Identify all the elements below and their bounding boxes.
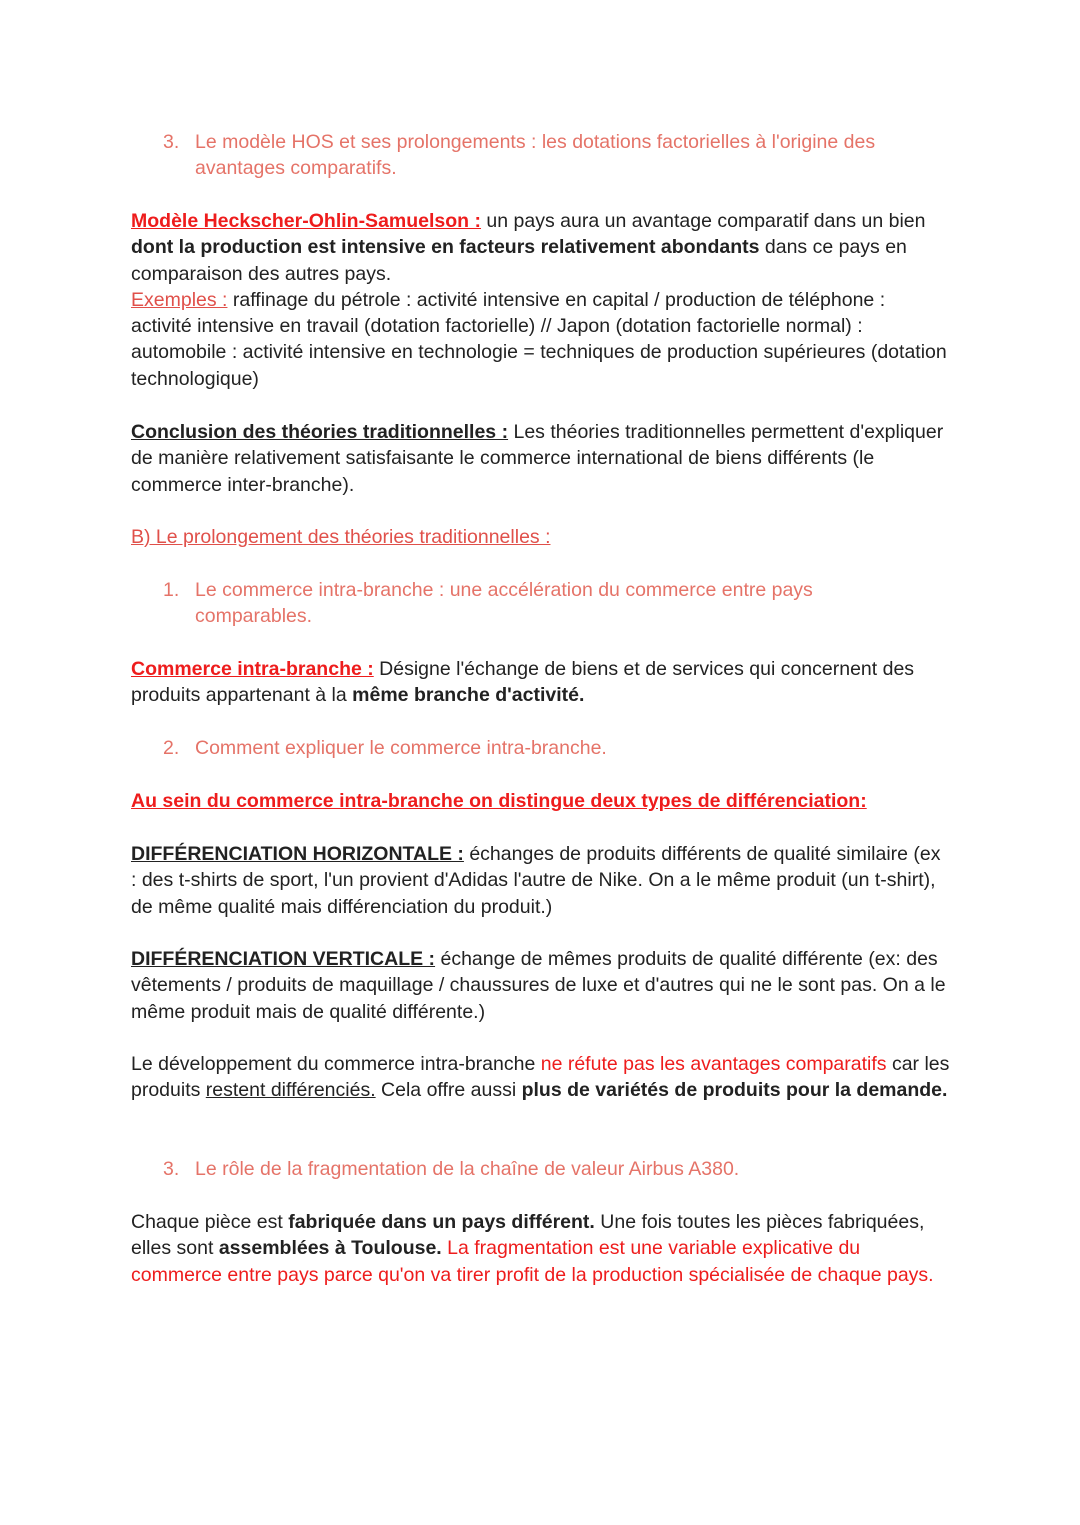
airbus-red: La fragmentation est une variable explicative du commerce entre pays parce qu'on va tirer profit de la production spécialisée de chaque pays.	[131, 1237, 934, 1286]
section-b-heading	[131, 524, 951, 550]
section-b-title: B) Le prolongement des théories traditionnelles :	[131, 526, 551, 548]
term-horizontal: DIFFÉRENCIATION HORIZONTALE :	[131, 843, 464, 865]
development-paragraph	[131, 1051, 951, 1104]
definition-text: dans ce pays en comparaison des autres pays.	[131, 236, 907, 285]
horizontal-differentiation	[131, 841, 951, 920]
heading-line: comparables.	[195, 605, 313, 628]
airbus-paragraph	[131, 1209, 951, 1288]
conclusion-paragraph	[131, 419, 951, 498]
definition-text: Désigne l'échange de biens et de services qui concernent des produits appartenant à la	[131, 658, 915, 707]
heading-number: 3.	[163, 131, 180, 153]
term-vertical: DIFFÉRENCIATION VERTICALE :	[131, 948, 436, 970]
development-bold: plus de variétés de produits pour la demande.	[521, 1079, 948, 1102]
airbus-bold: fabriquée dans un pays différent.	[288, 1211, 595, 1233]
section-heading-1	[163, 577, 923, 630]
airbus-text: Une fois toutes les pièces fabriquées, elles sont	[131, 1211, 925, 1260]
heading-number: 3.	[163, 1158, 180, 1180]
horizontal-text: échanges de produits différents de qualité similaire (ex : des t-shirts de sport, l'un provient d'Adidas l'autre de Nike. On a le même produit (un t-shirt), de même qualité mais différenciation du produit.)	[131, 843, 941, 918]
section-heading-3	[163, 1156, 923, 1182]
heading-number: 2.	[163, 737, 180, 759]
development-red: ne réfute pas les avantages comparatifs	[540, 1053, 887, 1075]
hos-definition	[131, 208, 951, 392]
heading-line: Comment expliquer le commerce intra-branche.	[195, 737, 607, 759]
airbus-text: Chaque pièce est	[131, 1211, 289, 1233]
vertical-differentiation	[131, 946, 951, 1025]
development-text: Cela offre aussi	[375, 1079, 522, 1102]
heading-line: Le rôle de la fragmentation de la chaîne de valeur Airbus A380.	[195, 1158, 740, 1180]
definition-text: un pays aura un avantage comparatif dans un bien	[481, 210, 926, 232]
definition-bold: même branche d'activité.	[352, 684, 585, 707]
term-hos: Modèle Heckscher-Ohlin-Samuelson :	[131, 210, 482, 232]
vertical-text: échange de mêmes produits de qualité différente (ex: des vêtements / produits de maquillage / chaussures de luxe et d'autres qui ne le sont pas. On a le même produit mais de qualité différente.)	[131, 948, 946, 1023]
intra-branche-definition	[131, 656, 951, 709]
section-heading-hos	[163, 129, 923, 182]
development-text: Le développement du commerce intra-branche	[131, 1053, 541, 1075]
definition-bold: dont la production est intensive en facteurs relativement abondants	[131, 236, 760, 259]
heading-line: avantages comparatifs.	[195, 157, 397, 180]
section-heading-2	[163, 735, 923, 761]
development-underline: restent différenciés.	[205, 1079, 376, 1102]
examples-text: raffinage du pétrole : activité intensive en capital / production de téléphone : activité intensive en travail (dotation factorielle) // Japon (dotation factorielle normal) : automobile : activité intensive en technologie = techniques de production supérieures (dotation technologique)	[131, 288, 947, 390]
distinguish-line	[131, 788, 951, 814]
conclusion-text: Les théories traditionnelles permettent d'expliquer de manière relativement satisfaisante le commerce international de biens différents (le commerce inter-branche).	[131, 421, 944, 496]
term-conclusion: Conclusion des théories traditionnelles :	[131, 421, 509, 443]
heading-line: Le modèle HOS et ses prolongements : les dotations factorielles à l'origine des	[195, 131, 876, 153]
examples-label: Exemples :	[131, 288, 228, 311]
heading-line: Le commerce intra-branche : une accélération du commerce entre pays	[195, 579, 813, 601]
airbus-bold: assemblées à Toulouse.	[218, 1237, 442, 1260]
heading-number: 1.	[163, 579, 180, 601]
development-text: car les produits	[131, 1053, 950, 1102]
distinguish-text: Au sein du commerce intra-branche on distingue deux types de différenciation:	[131, 790, 867, 812]
term-intra-branche: Commerce intra-branche :	[131, 658, 374, 680]
